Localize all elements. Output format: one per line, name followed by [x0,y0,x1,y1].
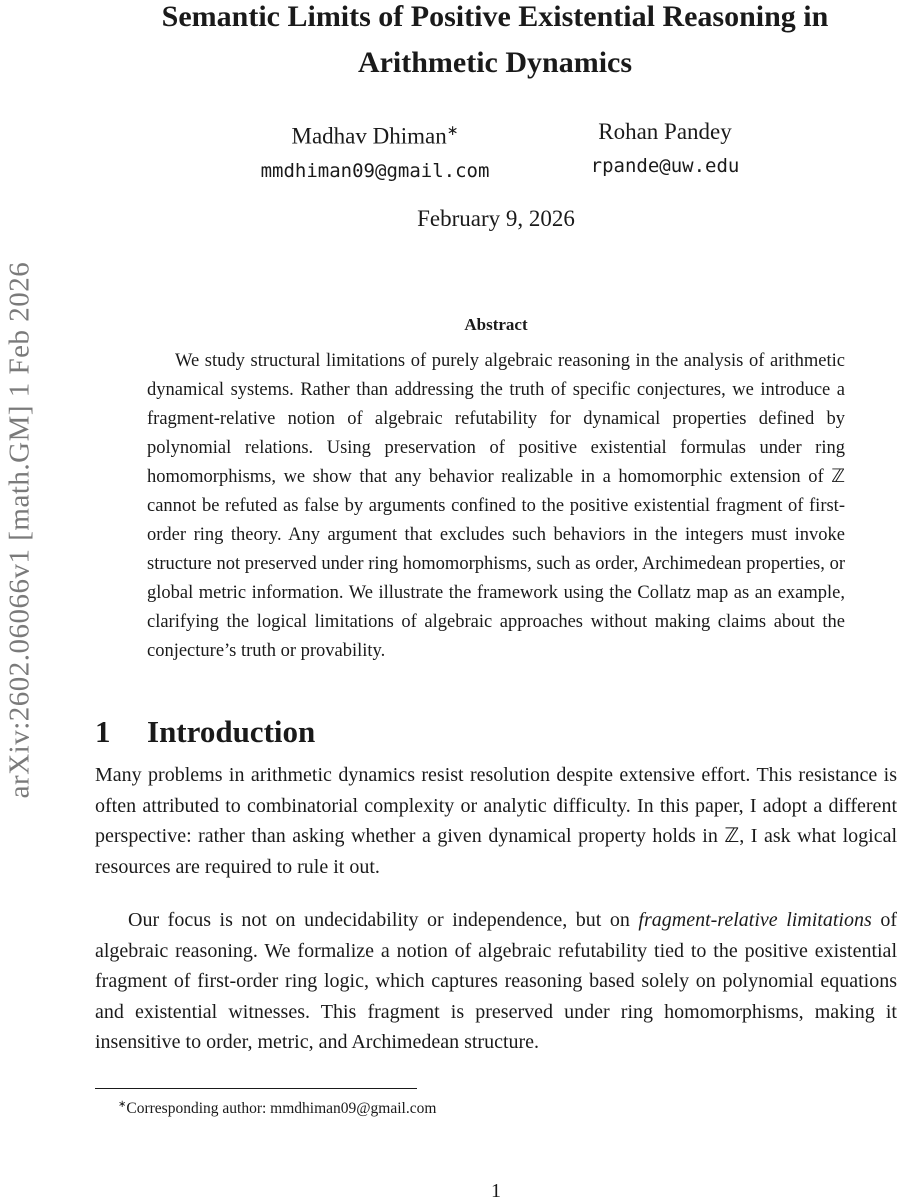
author-1 [240,116,510,189]
title-line-1: Semantic Limits of Positive Existential Reasoning in [161,0,829,33]
section-heading [95,712,315,752]
arxiv-identifier: arXiv:2602.06066v1 [math.GM] 1 Feb 2026 [3,261,36,799]
footnote-mark: ∗ [118,1099,127,1110]
footnote [118,1094,436,1120]
author-footnote-mark: ∗ [446,124,459,139]
author-2 [560,116,770,184]
abstract-heading: Abstract [464,315,528,334]
author-name: Rohan Pandey [598,119,732,144]
footnote-divider [95,1088,417,1089]
page-number: 1 [491,1180,501,1202]
intro-paragraph-1: Many problems in arithmetic dynamics resist resolution despite extensive effort. This resistance is often attributed to combinatorial complexity or analytic difficulty. In this paper, I adopt a different perspective: rather than asking whether a given dynamical property holds in ℤ, I ask what logical resources are required to rule it out. [95,764,897,878]
paper-title [90,0,897,86]
author-email[interactable]: rpande@uw.edu [590,155,740,177]
author-email[interactable]: mmdhiman09@gmail.com [260,159,490,182]
emphasis: fragment-relative limitations [638,909,872,931]
section-title: Introduction [147,714,316,749]
abstract-body: We study structural limitations of purely algebraic reasoning in the analysis of arithmetic dynamical systems. Rather than addressing the truth of specific conjectures, we introduce a fragment-relative notion of algebraic refutability for dynamical properties defined by polynomial relations. Using preservation of positive existential formulas under ring homomorphisms, we show that any behavior realizable in a homomorphic extension of ℤ cannot be refuted as false by arguments confined to the positive existential fragment of first-order ring theory. Any argument that excludes such behaviors in the integers must invoke structure not preserved under ring homomorphisms, such as order, Archimedean properties, or global metric information. We illustrate the framework using the Collatz map as an example, clarifying the logical limitations of algebraic approaches without making claims about the conjecture’s truth or provability. [147,351,845,661]
publication-date: February 9, 2026 [417,206,575,231]
intro-paragraph-2: Our focus is not on undecidability or independence, but on fragment-relative limitations of algebraic reasoning. We formalize a notion of algebraic refutability tied to the positive existential fragment of first-order ring logic, which captures reasoning based solely on polynomial equations and existential witnesses. This fragment is preserved under ring homomorphisms, making it insensitive to order, metric, and Archimedean structure. [95,909,897,1053]
section-number: 1 [95,714,111,749]
author-name: Madhav Dhiman [291,123,447,149]
footnote-text: Corresponding author: mmdhiman09@gmail.com [126,1100,437,1118]
arxiv-sidebar [0,0,40,1200]
title-line-2: Arithmetic Dynamics [357,46,633,79]
